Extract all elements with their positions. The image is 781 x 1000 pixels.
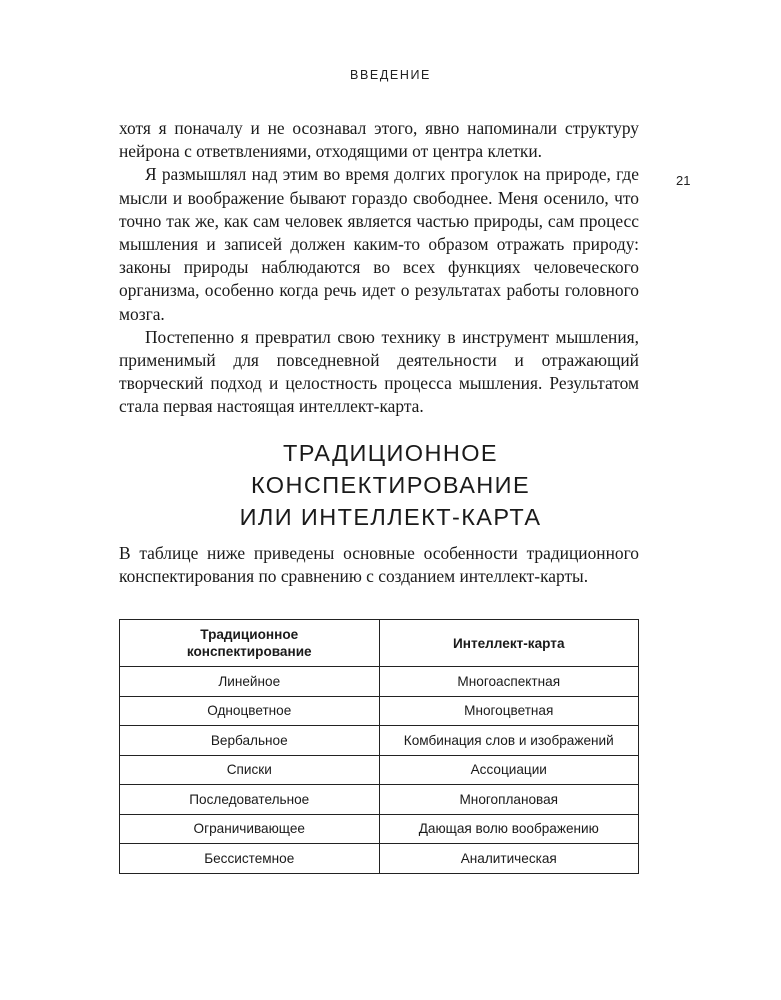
cell-traditional: Линейное [120, 667, 380, 697]
table-row [120, 696, 639, 726]
cell-mind-map: Многоцветная [379, 696, 639, 726]
cell-traditional: Одноцветное [120, 696, 380, 726]
table-row [120, 814, 639, 844]
heading-line-2: КОНСПЕКТИРОВАНИЕ [250, 472, 531, 498]
table-row [120, 667, 639, 697]
cell-traditional: Ограничивающее [120, 814, 380, 844]
paragraph-2: Я размышлял над этим во время долгих прогулок на природе, где мысли и воображение бывают гораздо свободнее. Меня осенило, что точно так же, как сам человек является частью природы, сам процесс мышления и записей должен каким-то образом отражать природу: законы природы наблюдаются во всех функциях человеческого организма, особенно когда речь идет о результатах работы головного мозга. [119, 164, 639, 324]
table-header-row [120, 620, 639, 667]
page-number: 21 [676, 173, 691, 188]
paragraph-1: хотя я поначалу и не осознавал этого, явно напоминали структуру нейрона с ответвлениями, отходящими от центра клетки. [119, 118, 639, 162]
cell-mind-map: Ассоциации [379, 755, 639, 785]
table-row [120, 844, 639, 874]
cell-mind-map: Многоаспектная [379, 667, 639, 697]
table-intro [119, 542, 639, 588]
cell-mind-map: Дающая волю воображению [379, 814, 639, 844]
table-row [120, 726, 639, 756]
cell-traditional: Списки [120, 755, 380, 785]
section-heading [0, 437, 781, 533]
heading-line-1: ТРАДИЦИОННОЕ [283, 440, 498, 466]
cell-traditional: Последовательное [120, 785, 380, 815]
header-mind-map: Интеллект-карта [379, 620, 639, 667]
running-head: ВВЕДЕНИЕ [350, 68, 431, 82]
paragraph-3: Постепенно я превратил свою технику в инструмент мышления, применимый для повседневной деятельности и отражающий творческий подход и целостность процесса мышления. Результатом стала первая настоящая интеллект-карта. [119, 326, 639, 417]
cell-traditional: Бессистемное [120, 844, 380, 874]
intro-paragraph: В таблице ниже приведены основные особенности традиционного конспектирования по сравнению с созданием интеллект-карты. [119, 543, 639, 587]
header-traditional: Традиционное конспектирование [120, 620, 380, 667]
table-row [120, 785, 639, 815]
cell-mind-map: Многоплановая [379, 785, 639, 815]
cell-traditional: Вербальное [120, 726, 380, 756]
comparison-table [119, 619, 639, 874]
cell-mind-map: Комбинация слов и изображений [379, 726, 639, 756]
heading-line-3: ИЛИ ИНТЕЛЛЕКТ-КАРТА [239, 504, 542, 530]
cell-mind-map: Аналитическая [379, 844, 639, 874]
table-row [120, 755, 639, 785]
body-text [119, 117, 639, 419]
